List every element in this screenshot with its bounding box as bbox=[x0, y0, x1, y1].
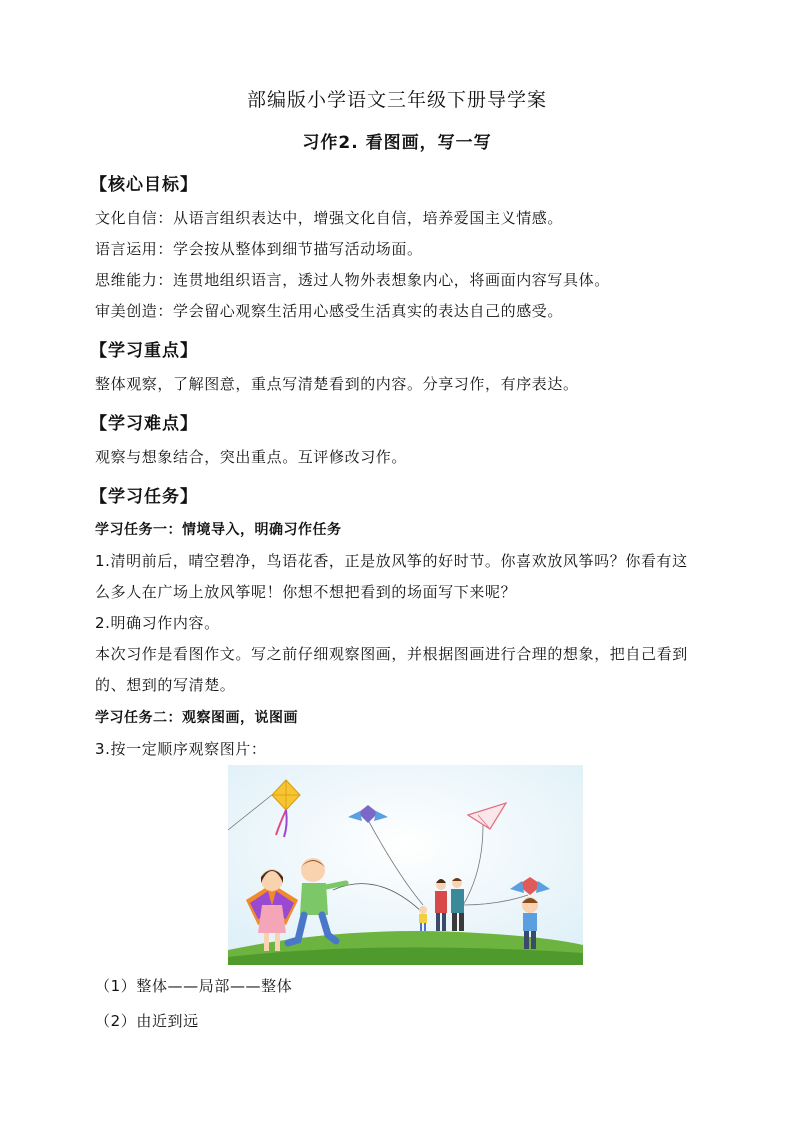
goal-line: 语言运用：学会按从整体到细节描写活动场面。 bbox=[95, 240, 423, 258]
tasks-heading: 【学习任务】 bbox=[90, 487, 198, 507]
kite-flying-illustration bbox=[228, 765, 583, 965]
difficulty-text: 观察与想象结合，突出重点。互评修改习作。 bbox=[95, 448, 408, 466]
task1-item: 2.明确习作内容。 bbox=[95, 614, 220, 632]
focus-text: 整体观察，了解图意，重点写清楚看到的内容。分享习作，有序表达。 bbox=[95, 375, 579, 393]
task1-paragraph-line: 么多人在广场上放风筝呢！你想不想把看到的场面写下来呢？ bbox=[95, 583, 517, 601]
task1-heading: 学习任务一：情境导入，明确习作任务 bbox=[95, 522, 342, 538]
goal-line: 思维能力：连贯地组织语言，透过人物外表想象内心，将画面内容写具体。 bbox=[95, 271, 610, 289]
task2-item: （1）整体——局部——整体 bbox=[95, 977, 293, 995]
document-subtitle: 习作2. 看图画，写一写 bbox=[302, 133, 492, 153]
document-title: 部编版小学语文三年级下册导学案 bbox=[246, 89, 547, 111]
task1-paragraph-line: 的、想到的写清楚。 bbox=[95, 676, 236, 694]
goal-line: 文化自信：从语言组织表达中，增强文化自信，培养爱国主义情感。 bbox=[95, 209, 564, 227]
focus-heading: 【学习重点】 bbox=[90, 341, 198, 361]
task2-heading: 学习任务二：观察图画，说图画 bbox=[95, 710, 298, 726]
task1-paragraph-line: 1.清明前后，晴空碧净，鸟语花香，正是放风筝的好时节。你喜欢放风筝吗？你看有这 bbox=[95, 552, 688, 570]
difficulty-heading: 【学习难点】 bbox=[90, 414, 198, 434]
task1-paragraph-line: 本次习作是看图作文。写之前仔细观察图画，并根据图画进行合理的想象，把自己看到 bbox=[95, 645, 688, 663]
goals-heading: 【核心目标】 bbox=[90, 175, 198, 195]
task2-paragraph: 3.按一定顺序观察图片： bbox=[95, 740, 267, 758]
task2-item: （2）由近到远 bbox=[95, 1012, 199, 1030]
goal-line: 审美创造：学会留心观察生活用心感受生活真实的表达自己的感受。 bbox=[95, 302, 564, 320]
